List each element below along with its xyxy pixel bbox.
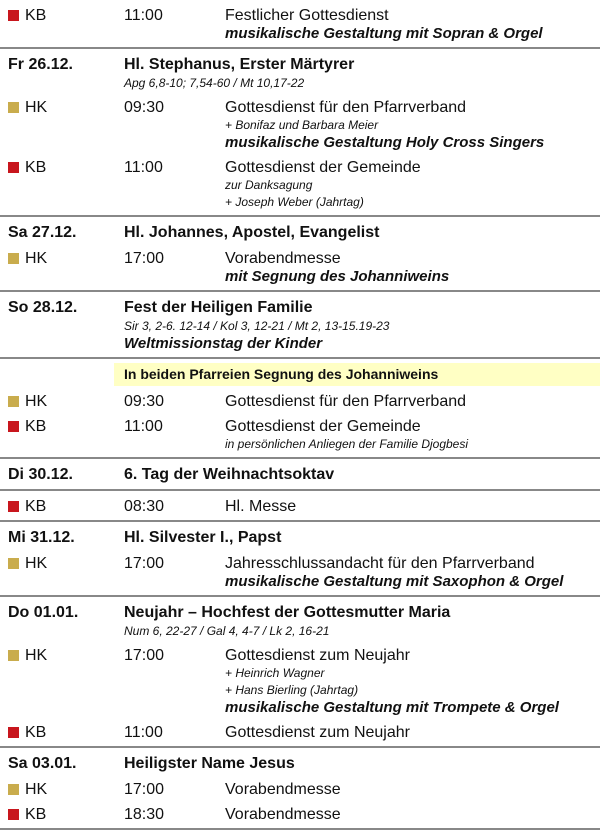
day-note: Weltmissionstag der Kinder [124, 335, 323, 352]
location-hk [8, 554, 47, 573]
service-description [225, 554, 600, 591]
day-header [0, 597, 600, 640]
day-section [0, 0, 600, 49]
music-note: musikalische Gestaltung mit Sopran & Orgel [225, 25, 543, 42]
service-time: 09:30 [124, 99, 165, 116]
service-time: 11:00 [124, 418, 163, 435]
service-description [225, 646, 600, 717]
day-info [124, 754, 600, 774]
location-kb [8, 805, 46, 824]
service-title: Festlicher Gottesdienst [225, 7, 389, 24]
service-title: Gottesdienst der Gemeinde [225, 159, 421, 176]
service-time: 09:30 [124, 393, 165, 410]
intention-note: + Bonifaz und Barbara Meier [225, 118, 379, 132]
service-description [225, 805, 600, 824]
location-label: KB [25, 498, 47, 515]
day-header [0, 459, 600, 491]
service-description [225, 723, 600, 742]
day-section [0, 522, 600, 597]
service-title: Hl. Messe [225, 498, 297, 515]
service-entry [0, 717, 600, 742]
location-hk [8, 780, 47, 799]
day-date: Fr 26.12. [8, 56, 73, 73]
location-square-icon [8, 809, 19, 820]
music-note: musikalische Gestaltung mit Trompete & Orgel [225, 699, 559, 716]
location-square-icon [8, 421, 19, 432]
service-title: Jahresschlussandacht für den Pfarrverband [225, 555, 535, 572]
day-section [0, 217, 600, 292]
day-date: So 28.12. [8, 299, 78, 316]
day-section [0, 49, 600, 217]
day-section [0, 459, 600, 522]
readings: Num 6, 22-27 / Gal 4, 4-7 / Lk 2, 16-21 [124, 624, 330, 638]
day-section [0, 597, 600, 748]
location-kb [8, 723, 46, 742]
location-hk [8, 249, 47, 268]
service-time: 11:00 [124, 159, 163, 176]
service-description [225, 249, 600, 286]
feast-title: 6. Tag der Weihnachtsoktav [124, 466, 335, 483]
location-square-icon [8, 727, 19, 738]
day-info [124, 465, 600, 485]
service-time: 17:00 [124, 781, 165, 798]
feast-title: Hl. Johannes, Apostel, Evangelist [124, 224, 380, 241]
location-hk [8, 392, 47, 411]
music-note: musikalische Gestaltung Holy Cross Singers [225, 134, 545, 151]
highlight-notice: In beiden Pfarreien Segnung des Johanniweins [114, 363, 600, 386]
location-label: HK [25, 781, 48, 798]
location-label: HK [25, 555, 48, 572]
location-square-icon [8, 10, 19, 21]
location-square-icon [8, 162, 19, 173]
day-section [0, 292, 600, 459]
location-square-icon [8, 784, 19, 795]
location-label: KB [25, 724, 47, 741]
service-entry [0, 799, 600, 824]
intention-note: in persönlichen Anliegen der Familie Djogbesi [225, 437, 469, 451]
service-description [225, 98, 600, 152]
day-header [0, 292, 600, 359]
location-label: KB [25, 418, 47, 435]
day-info [124, 528, 600, 548]
location-square-icon [8, 396, 19, 407]
day-info [124, 298, 600, 353]
service-entry [0, 92, 600, 152]
location-label: KB [25, 7, 47, 24]
location-label: HK [25, 250, 48, 267]
service-title: Gottesdienst der Gemeinde [225, 418, 421, 435]
service-time: 18:30 [124, 806, 165, 823]
readings: Sir 3, 2-6. 12-14 / Kol 3, 12-21 / Mt 2, 13-15.19-23 [124, 319, 390, 333]
service-entry [0, 491, 600, 516]
service-title: Gottesdienst zum Neujahr [225, 647, 410, 664]
feast-title: Hl. Silvester I., Papst [124, 529, 282, 546]
service-time: 11:00 [124, 7, 163, 24]
day-info [124, 223, 600, 243]
service-title: Vorabendmesse [225, 806, 341, 823]
service-time: 17:00 [124, 250, 165, 267]
intention-note: + Heinrich Wagner [225, 666, 325, 680]
service-entry [0, 0, 600, 43]
feast-title: Fest der Heiligen Familie [124, 299, 313, 316]
service-entry [0, 243, 600, 286]
day-header [0, 49, 600, 92]
service-entry [0, 152, 600, 211]
location-hk [8, 98, 47, 117]
day-section [0, 748, 600, 830]
service-entry [0, 774, 600, 799]
service-description [225, 780, 600, 799]
service-title: Vorabendmesse [225, 781, 341, 798]
service-time: 08:30 [124, 498, 165, 515]
location-label: KB [25, 806, 47, 823]
feast-title: Heiligster Name Jesus [124, 755, 295, 772]
service-description [225, 392, 600, 411]
service-title: Vorabendmesse [225, 250, 341, 267]
day-info [124, 603, 600, 640]
service-entry [0, 411, 600, 453]
day-date: Mi 31.12. [8, 529, 75, 546]
day-info [124, 55, 600, 92]
location-square-icon [8, 253, 19, 264]
location-kb [8, 6, 46, 25]
location-kb [8, 417, 46, 436]
location-kb [8, 158, 46, 177]
service-description [225, 497, 600, 516]
service-description [225, 158, 600, 211]
service-entry [0, 640, 600, 717]
location-hk [8, 646, 47, 665]
location-kb [8, 497, 46, 516]
intention-note: + Hans Bierling (Jahrtag) [225, 683, 359, 697]
day-header [0, 748, 600, 774]
day-date: Sa 27.12. [8, 224, 77, 241]
day-header [0, 522, 600, 548]
service-entry [0, 548, 600, 591]
day-date: Sa 03.01. [8, 755, 77, 772]
intention-note: zur Danksagung [225, 178, 313, 192]
feast-title: Neujahr – Hochfest der Gottesmutter Maria [124, 604, 451, 621]
location-square-icon [8, 650, 19, 661]
service-time: 11:00 [124, 724, 163, 741]
location-square-icon [8, 558, 19, 569]
location-label: HK [25, 647, 48, 664]
service-title: Gottesdienst für den Pfarrverband [225, 393, 467, 410]
location-square-icon [8, 102, 19, 113]
music-note: mit Segnung des Johanniweins [225, 268, 450, 285]
location-label: HK [25, 393, 48, 410]
service-time: 17:00 [124, 555, 165, 572]
music-note: musikalische Gestaltung mit Saxophon & Orgel [225, 573, 564, 590]
service-description [225, 417, 600, 453]
day-date: Do 01.01. [8, 604, 79, 621]
readings: Apg 6,8-10; 7,54-60 / Mt 10,17-22 [124, 76, 305, 90]
location-label: HK [25, 99, 48, 116]
service-entry [0, 386, 600, 411]
feast-title: Hl. Stephanus, Erster Märtyrer [124, 56, 355, 73]
day-header [0, 217, 600, 243]
day-date: Di 30.12. [8, 466, 73, 483]
service-title: Gottesdienst für den Pfarrverband [225, 99, 467, 116]
service-title: Gottesdienst zum Neujahr [225, 724, 410, 741]
location-label: KB [25, 159, 47, 176]
service-time: 17:00 [124, 647, 165, 664]
location-square-icon [8, 501, 19, 512]
intention-note: + Joseph Weber (Jahrtag) [225, 195, 364, 209]
service-description [225, 6, 600, 43]
